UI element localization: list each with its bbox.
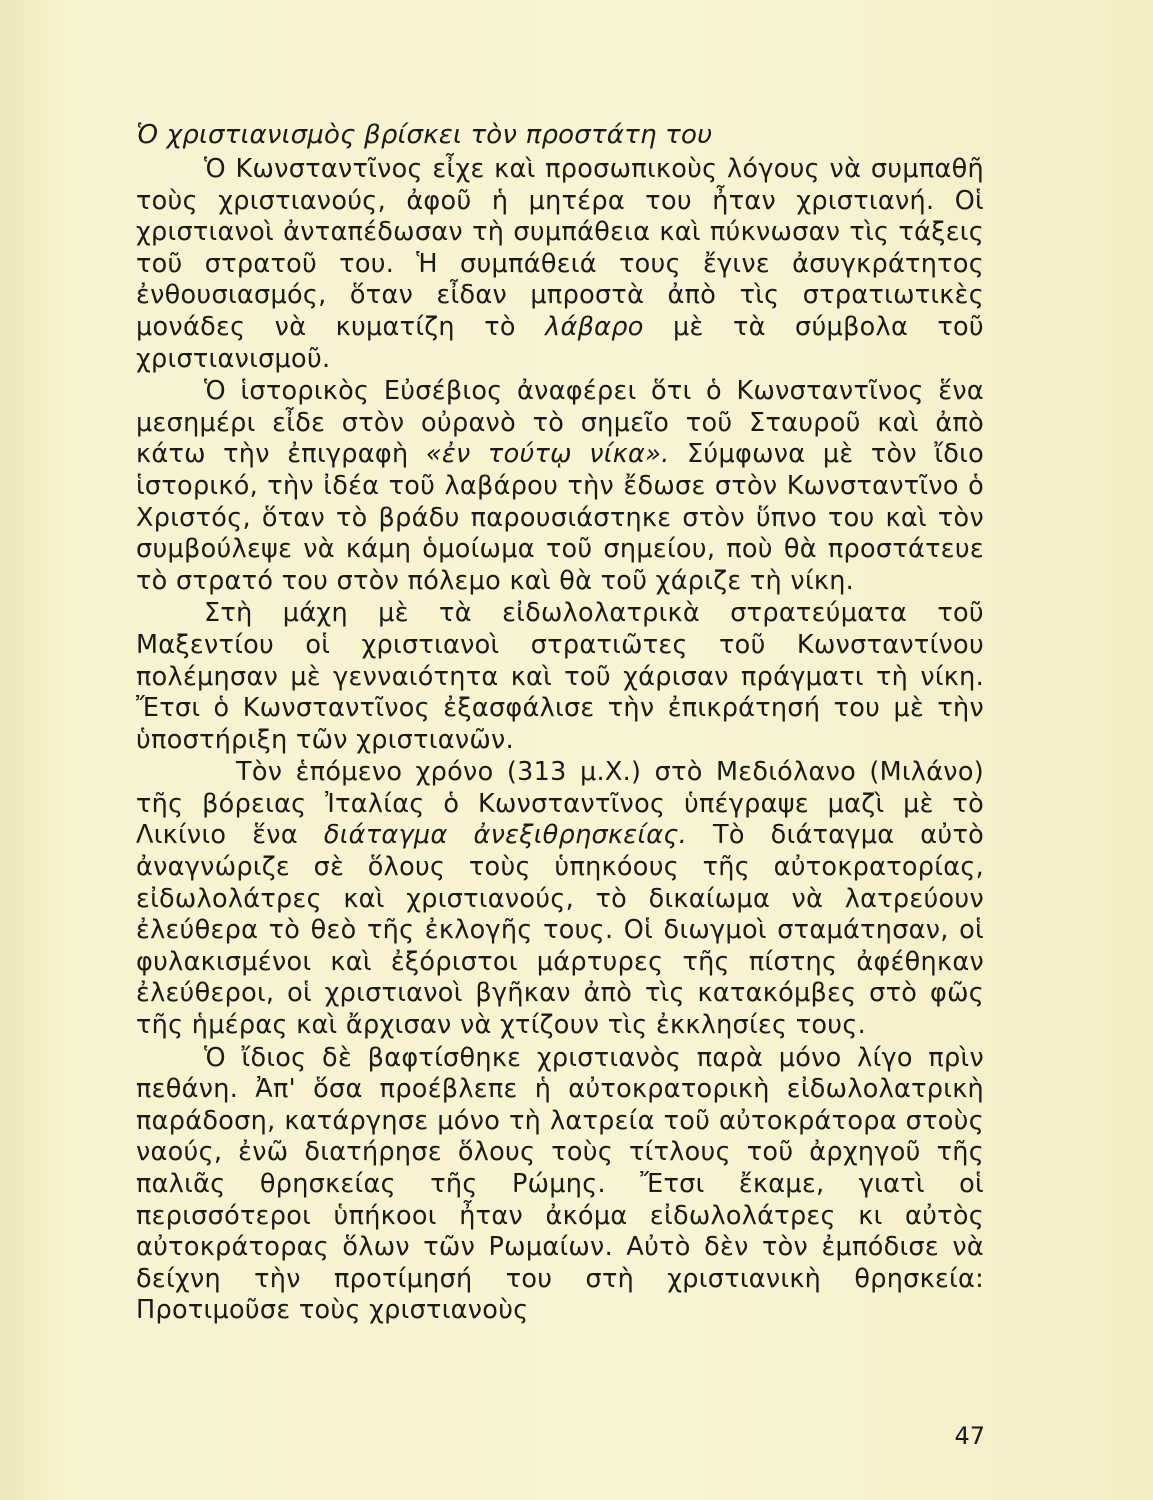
paragraph-4-text-b: Τὸ διάταγμα αὐτὸ ἀναγνώριζε σὲ ὅλους τοὺς ὑπηκόους τῆς αὐτοκρατορίας, εἰδωλολάτρες καὶ χριστιανούς, τὸ δικαίωμα νὰ λατρεύουν ἐλεύθερα τὸ θεὸ τῆς ἐκλογῆς τους. Οἱ διωγμοὶ σταμάτησαν, οἱ φυλακισμένοι καὶ ἐξόριστοι μάρτυρες τῆς πίστης ἀφέθηκαν ἐλεύθεροι, οἱ χριστιανοὶ βγῆκαν ἀπὸ τὶς κατακόμβες στὸ φῶς τῆς ἡμέρας καὶ ἄρχισαν νὰ χτίζουν τὶς ἐκκλησίες τους. (136, 820, 985, 1041)
paragraph-2-text-b: Σύμφωνα μὲ τὸν ἴδιο ἱστορικό, τὴν ἰδέα τοῦ λαβάρου τὴν ἔδωσε στὸν Κωνσταντῖνο ὁ Χριστός, ὅταν τὸ βράδυ παρουσιάστηκε στὸν ὕπνο του καὶ τὸν συμβούλεψε νὰ κάμη ὁμοίωμα τοῦ σημείου, ποὺ θὰ προστάτευε τὸ στρατό του στὸν πόλεμο καὶ θὰ τοῦ χάριζε τὴ νίκη. (136, 439, 984, 596)
paragraph-1-text-b: μὲ τὰ σύμβολα τοῦ χριστιανισμοῦ. (136, 311, 984, 374)
section-heading: Ὁ χριστιανισμὸς βρίσκει τὸν προστάτη του (136, 120, 713, 150)
paragraph-1 (136, 154, 984, 375)
text-column (136, 118, 984, 1327)
paragraph-2-text-a: Ὁ ἱστορικὸς Εὐσέβιος ἀναφέρει ὅτι ὁ Κωνσταντῖνος ἕνα μεσημέρι εἶδε στὸν οὐρανὸ τὸ σημεῖο τοῦ Σταυροῦ καὶ ἀπὸ κάτω τὴν ἐπιγραφὴ (136, 376, 984, 470)
paragraph-1-text-a: Ὁ Κωνσταντῖνος εἶχε καὶ προσωπικοὺς λόγους νὰ συμπαθῆ τοὺς χριστιανούς, ἀφοῦ ἡ μητέρα του ἦταν χριστιανή. Οἱ χριστιανοὶ ἀνταπέδωσαν τὴ συμπάθεια καὶ πύκνωσαν τὶς τάξεις τοῦ στρατοῦ του. Ἡ συμπάθειά τους ἔγινε ἀσυγκράτητος ἐνθουσιασμός, ὅταν εἶδαν μπροστὰ ἀπὸ τὶς στρατιωτικὲς μονάδες νὰ κυματίζη τὸ (136, 154, 984, 342)
paragraph-5: Ὁ ἴδιος δὲ βαφτίσθηκε χριστιανὸς παρὰ μόνο λίγο πρὶν πεθάνη. Ἀπ' ὅσα προέβλεπε ἡ αὐτοκρατορικὴ εἰδωλολατρικὴ παράδοση, κατάργησε μόνο τὴ λατρεία τοῦ αὐτοκράτορα στοὺς ναούς, ἐνῶ διατήρησε ὅλους τοὺς τίτλους τοῦ ἀρχηγοῦ τῆς παλιᾶς θρησκείας τῆς Ρώμης. Ἔτσι ἔκαμε, γιατὶ οἱ περισσότεροι ὑπήκοοι ἦταν ἀκόμα εἰδωλολάτρες κι αὐτὸς αὐτοκράτορας ὅλων τῶν Ρωμαίων. Αὐτὸ δὲν τὸν ἐμπόδισε νὰ δείχνη τὴν προτίμησή του στὴ χριστιανικὴ θρησκεία: Προτιμοῦσε τοὺς χριστιανοὺς (136, 1042, 984, 1326)
page-number: 47 (954, 1422, 985, 1450)
paragraph-2-italic: «ἐν τούτῳ νίκα». (425, 439, 670, 470)
paragraph-1-italic: λάβαρο (545, 311, 644, 342)
paragraph-4-text-a: Τὸν ἑπόμενο χρόνο (313 μ.Χ.) στὸ Μεδιόλανο (Μιλάνο) τῆς βόρειας Ἰταλίας ὁ Κωνσταντῖνος ὑπέγραψε μαζὶ μὲ τὸ Λικίνιο ἕνα (136, 757, 984, 851)
paragraph-4 (136, 757, 984, 1041)
paragraph-4-italic: διάταγμα ἀνεξιθρησκείας. (323, 820, 688, 851)
paragraph-3: Στὴ μάχη μὲ τὰ εἰδωλολατρικὰ στρατεύματα τοῦ Μαξεντίου οἱ χριστιανοὶ στρατιῶτες τοῦ Κωνσταντίνου πολέμησαν μὲ γενναιότητα καὶ τοῦ χάρισαν πράγματι τὴ νίκη. Ἔτσι ὁ Κωνσταντῖνος ἐξασφάλισε τὴν ἐπικράτησή του μὲ τὴν ὑποστήριξη τῶν χριστιανῶν. (136, 598, 984, 755)
paragraph-2 (136, 376, 984, 597)
